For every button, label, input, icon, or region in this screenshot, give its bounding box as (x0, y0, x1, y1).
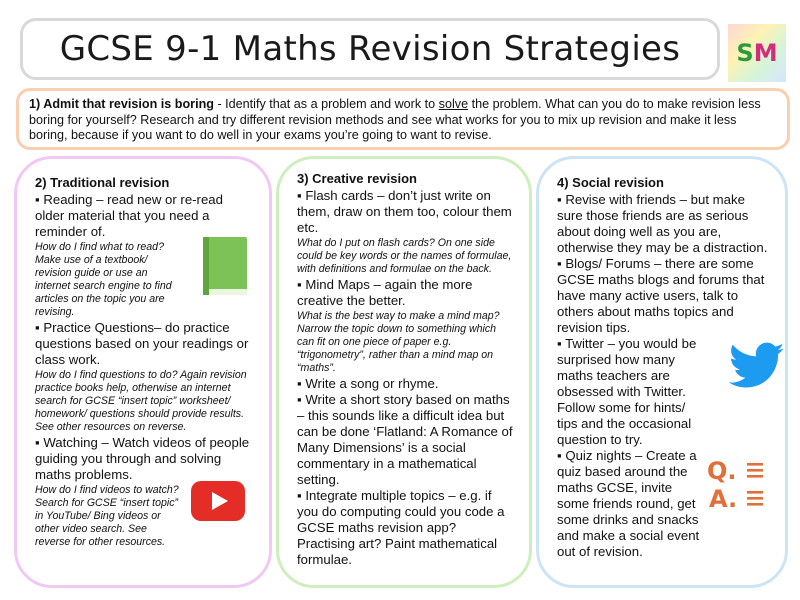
qa-q-label: Q. (707, 457, 737, 485)
qa-a-label: A. (709, 485, 738, 511)
reading-point: ▪ Reading – read new or re-read older material that you need a reminder of. (35, 192, 223, 239)
page-title: GCSE 9-1 Maths Revision Strategies (59, 29, 681, 69)
youtube-icon (191, 481, 245, 521)
admit-text-after: the problem. What can you do to make revision less boring for yourself? Research and try different revision methods and see what works for you to mix up revision and make it less boring, because if you want to do well in your exams you’re going to want to revise. (29, 97, 761, 142)
song-rhyme-point: ▪ Write a song or rhyme. (297, 376, 439, 391)
logo-letter-m: M (753, 39, 778, 67)
reading-note: How do I find what to read? Make use of a textbook/ revision guide or use an internet search engine to find articles on the topic you are revising. (35, 241, 172, 318)
blogs-forums-point: ▪ Blogs/ Forums – there are some GCSE maths blogs and forums that have many active users, talk to others about maths topics and revision tips. (557, 256, 765, 335)
creative-heading: 3) Creative revision (297, 171, 417, 186)
flash-cards-point: ▪ Flash cards – don’t just write on them, draw on them too, colour them etc. (297, 188, 512, 235)
mind-maps-note: What is the best way to make a mind map? Narrow the topic down to something which can fit on one piece of paper e.g. “trigonometry”, rather than a mind map on “maths”. (297, 310, 500, 374)
admit-text-before: - Identify that as a problem and work to (213, 97, 439, 111)
flash-cards-note: What do I put on flash cards? On one side could be key words or the names of formulae, with definitions and formulae on the back. (297, 237, 512, 275)
friends-point: ▪ Revise with friends – but make sure those friends are as serious about doing well as you are, otherwise they may be a distraction. (557, 192, 768, 255)
practice-questions-note: How do I find questions to do? Again revision practice books help, otherwise an internet search for GCSE “insert topic” worksheet/ homework/ questions should provide results. See other resources on reverse. (35, 369, 247, 433)
creative-revision-panel (276, 156, 532, 588)
admit-underlined: solve (438, 97, 469, 111)
traditional-heading: 2) Traditional revision (35, 175, 170, 190)
traditional-revision-panel (14, 156, 272, 588)
watching-note: How do I find videos to watch? Search for GCSE “insert topic” in YouTube/ Bing videos or other video search. See reverse for other resources. (35, 484, 179, 548)
mind-maps-point: ▪ Mind Maps – again the more creative the better. (297, 277, 473, 308)
integrate-topics-point: ▪ Integrate multiple topics – e.g. if you do computing could you code a GCSE maths revision app? Practising art? Paint mathematical formulae. (297, 488, 505, 567)
twitter-bird-icon (729, 341, 785, 391)
sm-logo (728, 24, 786, 82)
logo-letter-s: S (736, 39, 754, 67)
q-and-a-icon (707, 455, 767, 511)
social-heading: 4) Social revision (557, 175, 664, 190)
quiz-nights-point: ▪ Quiz nights – Create a quiz based around the maths GCSE, invite some friends round, get some drinks and snacks and make a social event out of revision. (557, 448, 700, 559)
admit-heading: 1) Admit that revision is boring (29, 97, 214, 111)
book-icon (199, 235, 251, 299)
watching-point: ▪ Watching – Watch videos of people guiding you through and solving maths problems. (35, 435, 250, 482)
twitter-point: ▪ Twitter – you would be surprised how many maths teachers are obsessed with Twitter. Follow some for hints/ tips and the occasional question to try. (557, 336, 697, 447)
social-revision-panel (536, 156, 788, 588)
title-box (20, 18, 720, 80)
short-story-point: ▪ Write a short story based on maths – this sounds like a difficult idea but can be done ‘Flatland: A Romance of Many Dimensions’ is a social commentary in a mathematical setting. (297, 392, 513, 487)
admit-boring-box (16, 88, 790, 150)
practice-questions-point: ▪ Practice Questions– do practice questions based on your readings or class work. (35, 320, 249, 367)
